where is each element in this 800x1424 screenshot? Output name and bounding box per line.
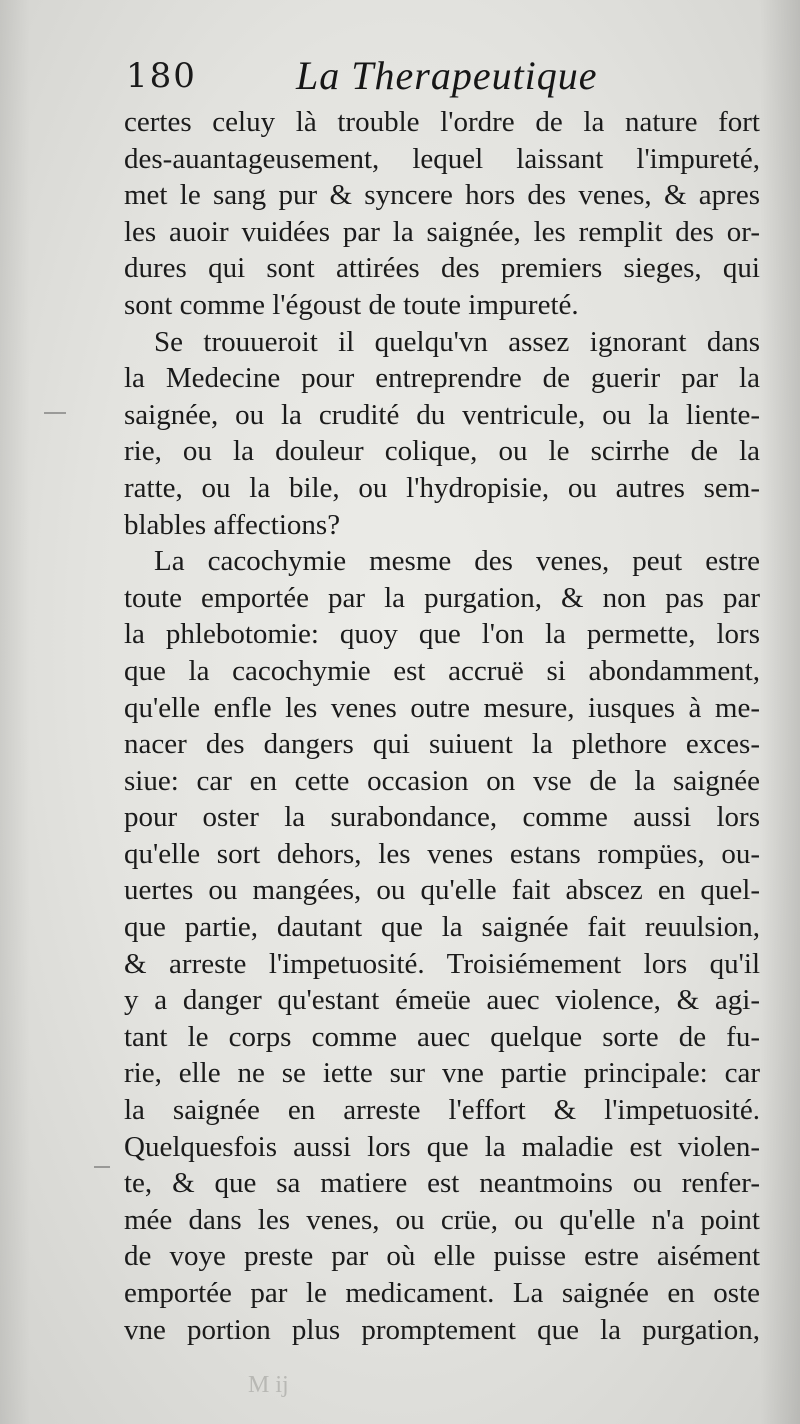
page-header xyxy=(126,52,746,108)
text-line: emportée par le medicament. La saignée en oste xyxy=(124,1277,760,1309)
text-line: vne portion plus promptement que la purgation, xyxy=(124,1313,760,1346)
text-line: pour oster la surabondance, comme aussi lors xyxy=(124,801,760,834)
text-line: blables affections? xyxy=(124,508,341,541)
text-line: la Medecine pour entreprendre de guerir par la xyxy=(124,362,760,395)
text-line: de voye preste par où elle puisse estre aisément xyxy=(124,1240,760,1273)
text-line: nacer des dangers qui suiuent la plethore exces- xyxy=(124,728,760,761)
body-text xyxy=(124,104,760,1348)
text-line: tant le corps comme auec quelque sorte de fu- xyxy=(124,1020,760,1053)
signature-mark: M ij xyxy=(248,1372,289,1398)
text-line: ratte, ou la bile, ou l'hydropisie, ou autres sem- xyxy=(124,471,760,504)
text-line: rie, ou la douleur colique, ou le scirrhe de la xyxy=(124,435,760,468)
text-line: mée dans les venes, ou crüe, ou qu'elle n'a point xyxy=(124,1203,760,1236)
text-line: la phlebotomie: quoy que l'on la permette, lors xyxy=(124,618,760,651)
running-title: La Therapeutique xyxy=(296,53,598,98)
text-line: uertes ou mangées, ou qu'elle fait abscez en quel- xyxy=(124,874,760,907)
text-line: que partie, dautant que la saignée fait reuulsion, xyxy=(124,911,760,944)
text-line: qu'elle enfle les venes outre mesure, iusques à me- xyxy=(124,691,760,724)
text-line: siue: car en cette occasion on vse de la saignée xyxy=(124,764,760,797)
text-line: certes celuy là trouble l'ordre de la nature fort xyxy=(124,106,760,138)
text-line: met le sang pur & syncere hors des venes, & apres xyxy=(124,179,760,212)
margin-mark xyxy=(44,412,66,414)
margin-mark xyxy=(94,1166,110,1168)
text-line: les auoir vuidées par la saignée, les remplit des or- xyxy=(124,215,760,248)
text-line: toute emportée par la purgation, & non pas par xyxy=(124,581,760,614)
text-line: dures qui sont attirées des premiers sieges, qui xyxy=(124,252,760,285)
text-line: te, & que sa matiere est neantmoins ou renfer- xyxy=(124,1167,760,1200)
page-left-shadow xyxy=(0,0,30,1424)
text-line: y a danger qu'estant émeüe auec violence, & agi- xyxy=(124,984,760,1017)
page-right-shadow xyxy=(760,0,800,1424)
text-line: la saignée en arreste l'effort & l'impetuosité. xyxy=(124,1094,760,1127)
text-line: rie, elle ne se iette sur vne partie principale: car xyxy=(124,1057,760,1090)
text-line: des-auantageusement, lequel laissant l'impureté, xyxy=(124,142,760,175)
text-line: La cacochymie mesme des venes, peut estre xyxy=(154,545,760,578)
text-line: Se trouueroit il quelqu'vn assez ignorant dans xyxy=(154,325,760,358)
text-line: que la cacochymie est accruë si abondamment, xyxy=(124,654,760,687)
text-line: sont comme l'égoust de toute impureté. xyxy=(124,288,579,321)
text-line: & arreste l'impetuosité. Troisiémement lors qu'il xyxy=(124,947,760,980)
text-line: Quelquesfois aussi lors que la maladie est violen- xyxy=(124,1130,760,1163)
text-line: qu'elle sort dehors, les venes estans rompües, ou- xyxy=(124,837,760,870)
text-line: saignée, ou la crudité du ventricule, ou la liente- xyxy=(124,398,760,431)
page-number: 180 xyxy=(126,56,197,96)
